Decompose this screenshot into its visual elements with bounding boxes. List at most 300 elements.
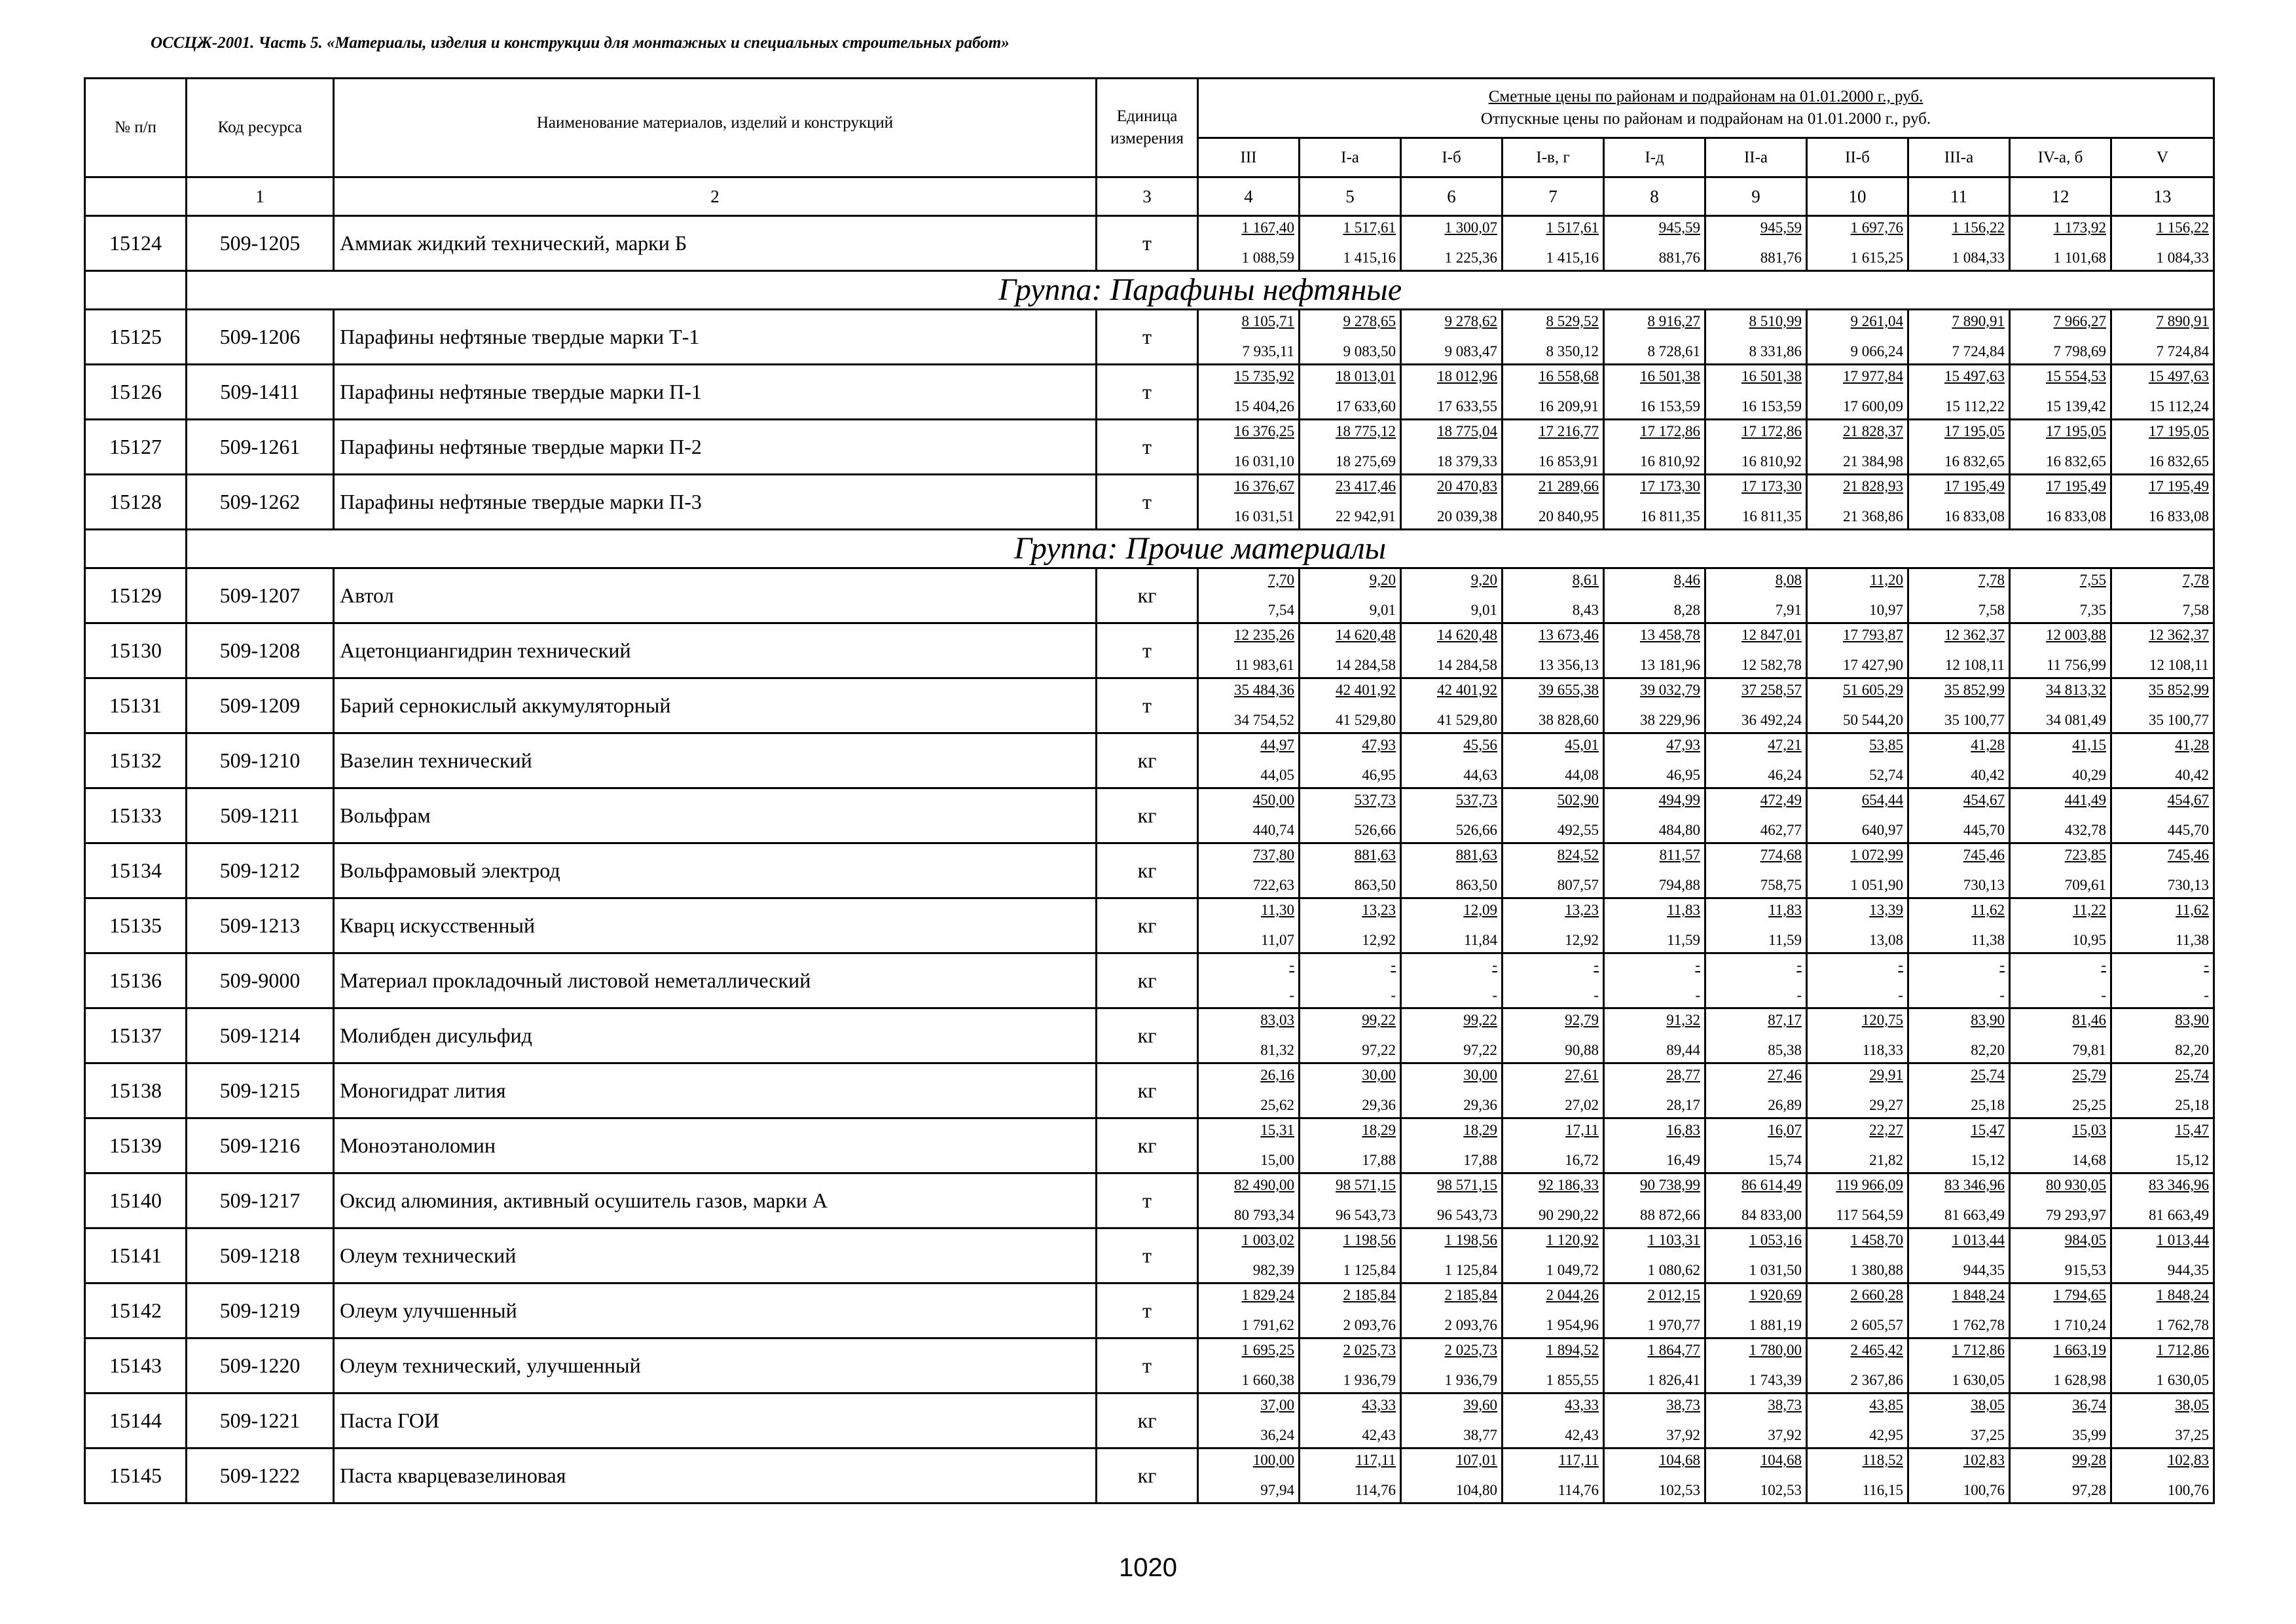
estimate-price: 454,67 [2167,792,2210,808]
estimate-price: 12 003,88 [2046,627,2106,643]
price-cell [1503,1008,1604,1063]
unit-of-measure: т [1097,420,1198,475]
price-cell [1300,1008,1401,1063]
price-cell [1401,678,1503,733]
column-number-row [85,177,2214,216]
column-number: 11 [1908,177,2010,216]
release-price: 114,76 [1558,1482,1599,1498]
price-cell [2111,788,2214,843]
release-price: 37,25 [2175,1427,2210,1443]
price-cell [1300,1449,1401,1504]
price-cell [2010,1173,2111,1228]
table-row [85,310,2214,365]
release-price: 1 630,05 [2156,1372,2210,1388]
price-cell [1807,1338,1908,1393]
release-price: 44,05 [1260,767,1294,783]
release-price: 46,24 [1768,767,1802,783]
price-cell [1908,1393,2010,1449]
estimate-price: 44,97 [1260,737,1294,753]
estimate-price: 737,80 [1252,847,1294,863]
release-price: 1 791,62 [1241,1317,1294,1333]
material-name: Автол [334,568,1097,623]
release-price: 16 209,91 [1539,398,1599,415]
release-price: 81 663,49 [2149,1207,2210,1223]
region-header: I-в, г [1503,138,1604,177]
estimate-price: 18 775,04 [1437,423,1497,439]
estimate-price: 12 235,26 [1234,627,1294,643]
estimate-price: 745,46 [1963,847,2005,863]
price-cell [1604,216,1705,271]
release-price: 1 049,72 [1546,1262,1599,1278]
estimate-price: 100,00 [1252,1452,1294,1468]
price-cell [1300,953,1401,1008]
release-price: 96 543,73 [1336,1207,1396,1223]
release-price: - [2204,987,2210,1003]
price-cell [1503,568,1604,623]
release-price: 2 367,86 [1850,1372,1903,1388]
header-prices [1198,79,2214,138]
price-cell [1705,1338,1807,1393]
unit-of-measure: кг [1097,843,1198,898]
release-price: 1 051,90 [1850,877,1903,893]
price-cell [1300,365,1401,420]
estimate-price: 1 712,86 [1952,1342,2005,1358]
price-cell [1401,365,1503,420]
release-price: 12 108,11 [1944,657,2005,673]
estimate-price: 16 376,25 [1234,423,1294,439]
price-cell [1807,953,1908,1008]
price-cell [2111,475,2214,530]
material-name: Материал прокладочный листовой неметаллический [334,953,1097,1008]
release-price: 16 031,51 [1234,508,1294,525]
release-price: 35,99 [2072,1427,2106,1443]
price-cell [1604,1063,1705,1118]
release-price: 11,38 [1971,932,2005,948]
table-row [85,678,2214,733]
price-cell [1604,1393,1705,1449]
price-cell [1503,420,1604,475]
estimate-price: - [2204,957,2210,973]
price-cell [1198,623,1300,678]
resource-code: 509-1205 [187,216,334,271]
estimate-price: 81,46 [2072,1012,2106,1028]
estimate-price: 99,28 [2072,1452,2106,1468]
estimate-price: 99,22 [1463,1012,1497,1028]
estimate-price: 7,70 [1267,572,1294,588]
estimate-price: 1 780,00 [1749,1342,1802,1358]
header-row [85,79,2214,138]
estimate-price: 12 847,01 [1741,627,1802,643]
table-row [85,843,2214,898]
estimate-price: 13 673,46 [1539,627,1599,643]
price-cell [2010,420,2111,475]
item-number: 15134 [85,843,187,898]
estimate-price: 1 894,52 [1546,1342,1599,1358]
price-cell [1503,1449,1604,1504]
price-cell [1604,1008,1705,1063]
release-price: 12,92 [1565,932,1599,948]
price-cell [1705,420,1807,475]
price-cell [1807,623,1908,678]
price-cell [1401,475,1503,530]
estimate-price: 16,07 [1768,1122,1802,1138]
estimate-price: 1 120,92 [1546,1232,1599,1248]
region-header: I-д [1604,138,1705,177]
estimate-price: 1 167,40 [1241,219,1294,236]
column-number: 5 [1300,177,1401,216]
estimate-price: 21 828,93 [1843,478,1903,494]
release-price: 1 826,41 [1647,1372,1700,1388]
price-cell [1807,1283,1908,1338]
price-cell [1807,843,1908,898]
release-price: 11,38 [2176,932,2210,948]
price-cell [2111,568,2214,623]
release-price: 7 798,69 [2053,343,2106,360]
material-name: Аммиак жидкий технический, марки Б [334,216,1097,271]
estimate-price: 37 258,57 [1741,682,1802,698]
estimate-price: 30,00 [1362,1067,1396,1083]
material-name: Моноэтаноломин [334,1118,1097,1173]
release-price: 1 125,84 [1444,1262,1497,1278]
release-price: 7,35 [2079,602,2106,618]
release-price: 730,13 [2167,877,2210,893]
price-cell [1807,1449,1908,1504]
estimate-price: 9 278,65 [1343,313,1396,329]
estimate-price: 15,03 [2072,1122,2106,1138]
release-price: - [1796,987,1802,1003]
estimate-price: 17 195,05 [2046,423,2106,439]
estimate-price: 17 195,49 [1944,478,2005,494]
material-name: Оксид алюминия, активный осушитель газов, марки А [334,1173,1097,1228]
material-name: Молибден дисульфид [334,1008,1097,1063]
price-cell [1300,1118,1401,1173]
estimate-price: 2 012,15 [1647,1287,1700,1303]
release-price: 944,35 [1963,1262,2005,1278]
release-price: 29,36 [1362,1097,1396,1113]
estimate-price: 35 852,99 [2149,682,2210,698]
resource-code: 509-1221 [187,1393,334,1449]
item-number: 15135 [85,898,187,953]
estimate-price: 1 848,24 [2156,1287,2210,1303]
release-price: 11 983,61 [1234,657,1294,673]
price-cell [1908,1008,2010,1063]
price-cell [1300,788,1401,843]
estimate-price: 45,56 [1463,737,1497,753]
estimate-price: 1 013,44 [1952,1232,2005,1248]
region-header: III-а [1908,138,2010,177]
unit-of-measure: т [1097,1338,1198,1393]
estimate-price: 91,32 [1666,1012,1700,1028]
estimate-price: 43,85 [1869,1397,1903,1413]
estimate-price: 1 829,24 [1241,1287,1294,1303]
release-price: 102,53 [1760,1482,1802,1498]
estimate-price: - [1594,957,1599,973]
release-price: - [1898,987,1903,1003]
estimate-price: 53,85 [1869,737,1903,753]
price-cell [1401,843,1503,898]
release-price: 97,94 [1260,1482,1294,1498]
price-cell [1401,1118,1503,1173]
price-cell [1300,623,1401,678]
release-price: 1 660,38 [1241,1372,1294,1388]
release-price: 38,77 [1463,1427,1497,1443]
price-cell [1705,733,1807,788]
release-price: 7,58 [1978,602,2005,618]
release-price: 1 970,77 [1647,1317,1700,1333]
release-price: 7,58 [2182,602,2210,618]
price-cell [1503,310,1604,365]
estimate-price: 17 216,77 [1539,423,1599,439]
price-cell [2111,1338,2214,1393]
header-unit: Единица измерения [1097,79,1198,177]
price-cell [2111,1228,2214,1283]
estimate-price: 1 198,56 [1343,1232,1396,1248]
price-cell [1300,1283,1401,1338]
release-price: 640,97 [1861,822,1903,838]
price-cell [2111,310,2214,365]
resource-code: 509-1211 [187,788,334,843]
estimate-price: 2 025,73 [1343,1342,1396,1358]
estimate-price: 1 003,02 [1241,1232,1294,1248]
group-blank-cell [85,530,187,568]
release-price: 526,66 [1354,822,1396,838]
estimate-price: 502,90 [1557,792,1599,808]
estimate-price: 18 775,12 [1336,423,1396,439]
estimate-price: 35 852,99 [1944,682,2005,698]
estimate-price: 118,52 [1862,1452,1903,1468]
release-price: 16 833,08 [1944,508,2005,525]
estimate-price: 25,74 [2175,1067,2210,1083]
release-price: 881,76 [1760,249,1802,266]
unit-of-measure: т [1097,310,1198,365]
table-row [85,788,2214,843]
release-price: 462,77 [1760,822,1802,838]
region-header: II-б [1807,138,1908,177]
column-number: 6 [1401,177,1503,216]
estimate-price: 41,28 [2175,737,2210,753]
resource-code: 509-1220 [187,1338,334,1393]
release-price: 10,95 [2072,932,2106,948]
release-price: 915,53 [2064,1262,2106,1278]
release-price: 16 833,08 [2149,508,2210,525]
estimate-price: 42 401,92 [1437,682,1497,698]
release-price: 7 724,84 [2156,343,2210,360]
item-number: 15139 [85,1118,187,1173]
price-cell [1198,1063,1300,1118]
estimate-price: 8 510,99 [1749,313,1802,329]
unit-of-measure: т [1097,365,1198,420]
estimate-price: 15,47 [2175,1122,2210,1138]
release-price: 1 415,16 [1343,249,1396,266]
price-cell [2111,1118,2214,1173]
price-cell [1604,623,1705,678]
price-cell [2010,475,2111,530]
estimate-price: - [1898,957,1903,973]
release-price: 37,92 [1666,1427,1700,1443]
estimate-price: 2 185,84 [1444,1287,1497,1303]
release-price: 21 368,86 [1843,508,1903,525]
release-price: 492,55 [1557,822,1599,838]
price-cell [2111,623,2214,678]
group-row [85,530,2214,568]
release-price: 730,13 [1963,877,2005,893]
price-cell [1503,953,1604,1008]
release-price: 17 633,55 [1437,398,1497,415]
price-cell [1300,1063,1401,1118]
release-price: 1 936,79 [1343,1372,1396,1388]
release-price: 7,54 [1267,602,1294,618]
table-row [85,216,2214,271]
release-price: 46,95 [1666,767,1700,783]
release-price: 484,80 [1658,822,1700,838]
estimate-price: 107,01 [1455,1452,1497,1468]
price-cell [1401,568,1503,623]
price-cell [1807,733,1908,788]
price-cell [1198,420,1300,475]
release-price: 17,88 [1362,1152,1396,1168]
release-price: 1 954,96 [1546,1317,1599,1333]
column-number: 12 [2010,177,2111,216]
estimate-price: 984,05 [2064,1232,2106,1248]
price-cell [1705,678,1807,733]
estimate-price: 1 794,65 [2053,1287,2106,1303]
price-cell [2111,733,2214,788]
estimate-price: 104,68 [1658,1452,1700,1468]
estimate-price: 1 517,61 [1546,219,1599,236]
item-number: 15142 [85,1283,187,1338]
unit-of-measure: кг [1097,1063,1198,1118]
item-number: 15124 [85,216,187,271]
release-price: 38 229,96 [1640,712,1700,728]
item-number: 15137 [85,1008,187,1063]
estimate-price: 15 497,63 [1944,368,2005,384]
price-cell [1401,1173,1503,1228]
estimate-price: 723,85 [2064,847,2106,863]
estimate-price: 472,49 [1760,792,1802,808]
price-cell [1807,1393,1908,1449]
release-price: 84 833,00 [1741,1207,1802,1223]
price-cell [1300,216,1401,271]
release-price: 1 743,39 [1749,1372,1802,1388]
price-cell [1705,898,1807,953]
release-price: - [1492,987,1497,1003]
release-price: 16,49 [1666,1152,1700,1168]
estimate-price: 34 813,32 [2046,682,2106,698]
estimate-price: 1 156,22 [2156,219,2210,236]
unit-of-measure: кг [1097,1118,1198,1173]
material-name: Паста ГОИ [334,1393,1097,1449]
estimate-price: 38,73 [1666,1397,1700,1413]
release-price: 2 093,76 [1343,1317,1396,1333]
unit-of-measure: кг [1097,953,1198,1008]
price-cell [1300,1393,1401,1449]
release-price: 11,59 [1768,932,1802,948]
material-name: Олеум улучшенный [334,1283,1097,1338]
release-price: 15 112,24 [2149,398,2210,415]
release-price: 1 710,24 [2053,1317,2106,1333]
release-price: 41 529,80 [1336,712,1396,728]
release-price: 1 225,36 [1444,249,1497,266]
price-cell [1198,475,1300,530]
estimate-price: 7,78 [2182,572,2210,588]
price-cell [1300,1173,1401,1228]
price-cell [1401,733,1503,788]
release-price: 15,00 [1260,1152,1294,1168]
price-cell [1401,1338,1503,1393]
table-row [85,568,2214,623]
group-title: Группа: Парафины нефтяные [187,271,2214,310]
release-price: 25,62 [1260,1097,1294,1113]
table-row [85,733,2214,788]
release-price: 97,28 [2072,1482,2106,1498]
release-price: 11,07 [1261,932,1294,948]
unit-of-measure: кг [1097,1449,1198,1504]
price-cell [1300,420,1401,475]
table-row [85,1118,2214,1173]
release-price: 16 832,65 [1944,453,2005,470]
release-price: 1 380,88 [1850,1262,1903,1278]
price-cell [1705,1393,1807,1449]
release-price: 37,92 [1768,1427,1802,1443]
release-price: 445,70 [1963,822,2005,838]
price-cell [2111,365,2214,420]
price-cell [1908,678,2010,733]
release-price: 12 108,11 [2149,657,2210,673]
item-number: 15145 [85,1449,187,1504]
estimate-price: 83,90 [1971,1012,2005,1028]
release-price: 88 872,66 [1640,1207,1700,1223]
estimate-price: 30,00 [1463,1067,1497,1083]
estimate-price: 86 614,49 [1741,1177,1802,1193]
price-cell [2010,1118,2111,1173]
price-cell [2010,1008,2111,1063]
table-row [85,1393,2214,1449]
estimate-price: 45,01 [1565,737,1599,753]
release-price: 1 125,84 [1343,1262,1396,1278]
item-number: 15141 [85,1228,187,1283]
resource-code: 509-1411 [187,365,334,420]
estimate-price: 92,79 [1565,1012,1599,1028]
header-estimate-prices: Сметные цены по районам и подрайонам на 01.01.2000 г., руб. [1488,88,1923,105]
estimate-price: 1 864,77 [1647,1342,1700,1358]
release-price: 79 293,97 [2046,1207,2106,1223]
price-cell [1300,568,1401,623]
estimate-price: 104,68 [1760,1452,1802,1468]
release-price: - [1594,987,1599,1003]
estimate-price: 7 890,91 [1952,313,2005,329]
release-price: 432,78 [2064,822,2106,838]
release-price: 22 942,91 [1336,508,1396,525]
column-number: 8 [1604,177,1705,216]
item-number: 15125 [85,310,187,365]
material-name: Вазелин технический [334,733,1097,788]
column-number: 10 [1807,177,1908,216]
release-price: 82,20 [1971,1042,2005,1058]
material-name: Вольфрам [334,788,1097,843]
estimate-price: 16 501,38 [1741,368,1802,384]
unit-of-measure: кг [1097,1008,1198,1063]
estimate-price: 2 044,26 [1546,1287,1599,1303]
estimate-price: 83,03 [1260,1012,1294,1028]
price-cell [1503,475,1604,530]
price-cell [2010,365,2111,420]
price-cell [1807,1173,1908,1228]
price-cell [1807,898,1908,953]
price-cell [1908,788,2010,843]
release-price: 26,89 [1768,1097,1802,1113]
price-cell [1503,365,1604,420]
release-price: 29,36 [1463,1097,1497,1113]
